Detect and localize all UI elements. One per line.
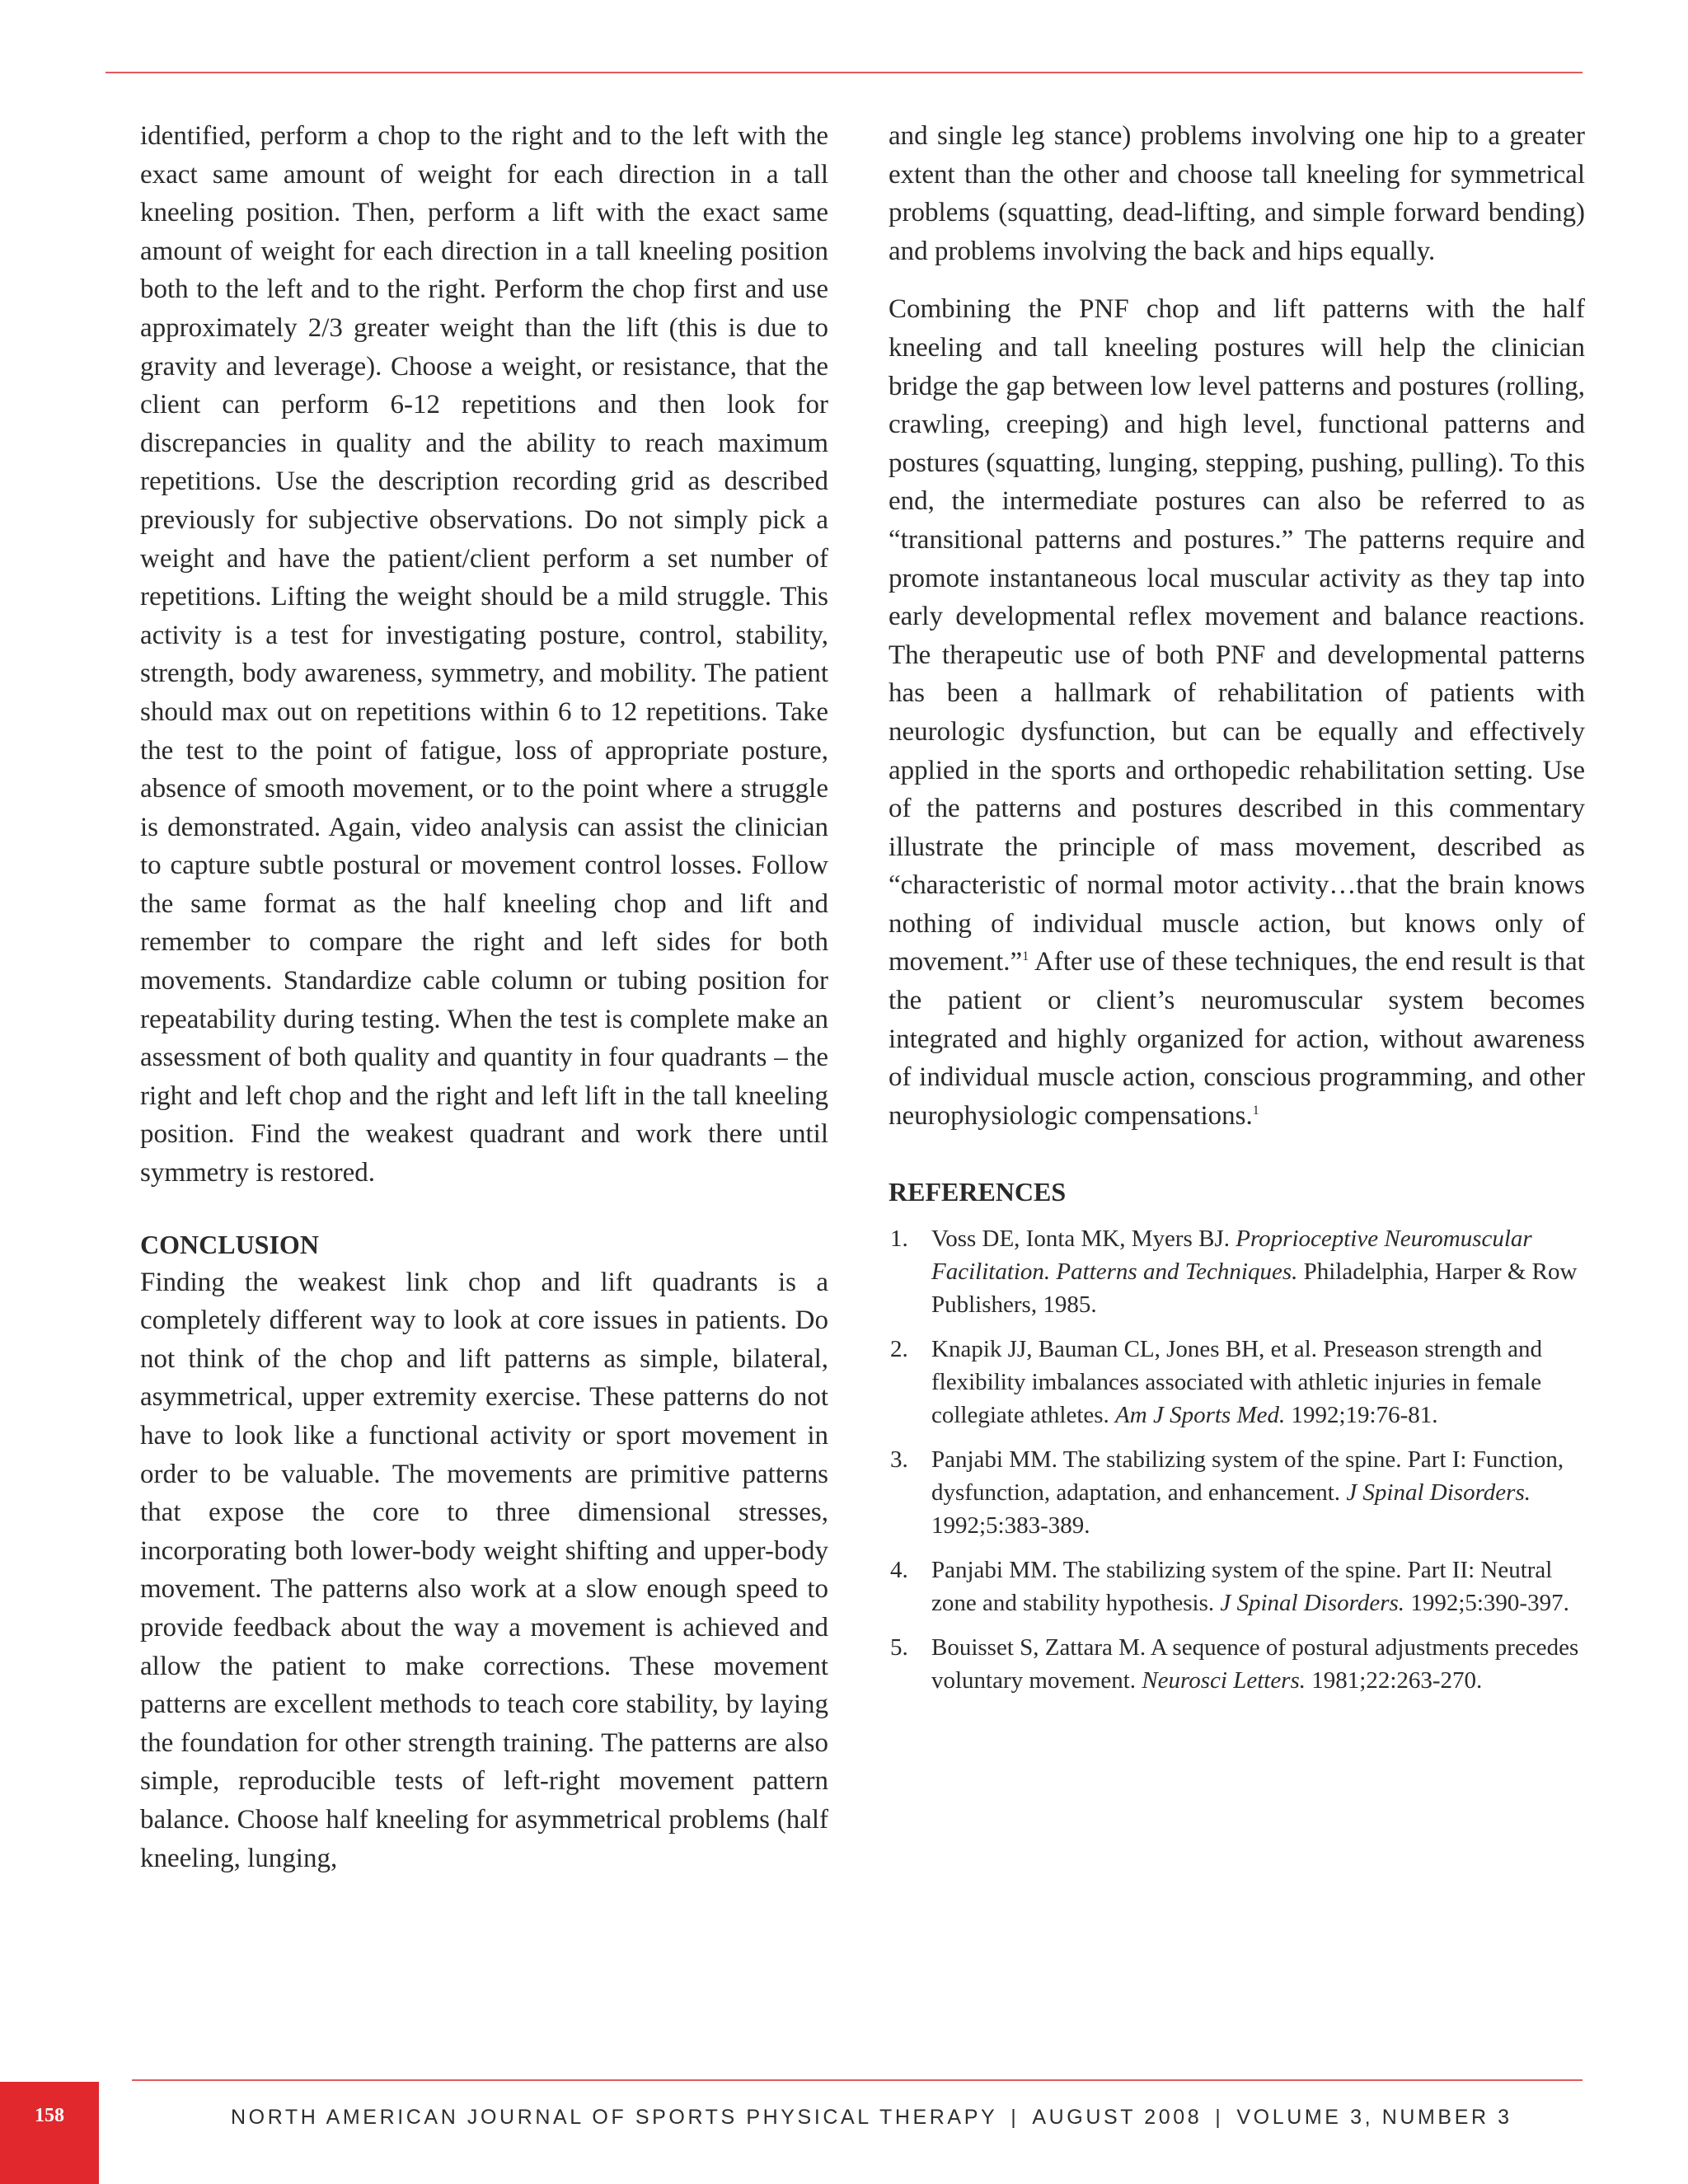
reference-item	[889, 1443, 1585, 1542]
journal-footer	[231, 2106, 1512, 2130]
reference-details: 1981;22:263-270.	[1306, 1667, 1483, 1694]
reference-item	[889, 1554, 1585, 1619]
reference-details: 1992;5:383-389.	[931, 1512, 1090, 1540]
page-number: 158	[35, 2105, 64, 2126]
citation-superscript: 1	[1022, 949, 1029, 964]
body-paragraph	[889, 290, 1585, 1135]
left-column	[140, 117, 828, 1877]
page-number-box	[0, 2082, 99, 2184]
conclusion-heading: CONCLUSION	[140, 1229, 319, 1259]
top-rule	[106, 72, 1582, 73]
reference-title: J Spinal Disorders.	[1346, 1479, 1531, 1507]
reference-authors: Panjabi MM. The stabilizing system of the spine. Part II: Neutral zone and stability hypothesis.	[931, 1557, 1553, 1617]
footer-separator: |	[1215, 2106, 1224, 2129]
right-column	[889, 117, 1585, 1708]
reference-authors: Voss DE, Ionta MK, Myers BJ.	[931, 1226, 1236, 1253]
reference-authors: Panjabi MM. The stabilizing system of the spine. Part I: Function, dysfunction, adaptation, and enhancement.	[931, 1446, 1564, 1507]
body-paragraph: and single leg stance) problems involving one hip to a greater extent than the other and choose tall kneeling for symmetrical problems (squatting, dead-lifting, and simple forward bending) and problems involving the back and hips equally.	[889, 121, 1585, 266]
body-text: After use of these techniques, the end result is that the patient or client’s neuromuscular system becomes integrated and highly organized for action, without awareness of individual muscle action, conscious programming, and other neurophysiologic compensations.	[889, 947, 1585, 1131]
reference-number: 3.	[890, 1446, 908, 1474]
issue-date: AUGUST 2008	[1032, 2106, 1203, 2129]
reference-details: Philadelphia, Harper & Row Publishers, 1985.	[931, 1258, 1578, 1319]
reference-details: 1992;5:390-397.	[1404, 1590, 1569, 1617]
footer-separator: |	[1010, 2106, 1020, 2129]
conclusion-paragraph: Finding the weakest link chop and lift quadrants is a completely different way to look at core issues in patients. Do not think of the chop and lift patterns as simple, bilateral, asymmetrical, upper extremity exercise. These patterns do not have to look like a functional activity or sport movement in order to be valuable. The movements are primitive patterns that expose the core to three dimensional stresses, incorporating both lower-body weight shifting and upper-body movement. The patterns also work at a slow enough speed to provide feedback about the way a movement is achieved and allow the patient to make corrections. These movement patterns are excellent methods to teach core stability, by laying the foundation for other strength training. The patterns are also simple, reproducible tests of left-right movement pattern balance. Choose half kneeling for asymmetrical problems (half kneeling, lunging,	[140, 1267, 828, 1873]
reference-number: 4.	[890, 1557, 908, 1584]
bottom-rule	[132, 2079, 1582, 2081]
reference-item	[889, 1222, 1585, 1321]
reference-item	[889, 1333, 1585, 1432]
reference-title: J Spinal Disorders.	[1220, 1590, 1405, 1617]
citation-superscript: 1	[1252, 1103, 1259, 1118]
volume-number: VOLUME 3, NUMBER 3	[1236, 2106, 1512, 2129]
body-paragraph: identified, perform a chop to the right and to the left with the exact same amount of weight for each direction in a tall kneeling position. Then, perform a lift with the exact same amount of weight for each direction in a tall kneeling position both to the left and to the right. Perform the chop first and use approximately 2/3 greater weight than the lift (this is due to gravity and leverage). Choose a weight, or resistance, that the client can perform 6-12 repetitions and then look for discrepancies in quality and the ability to reach maximum repetitions. Use the description recording grid as described previously for subjective observations. Do not simply pick a weight and have the patient/client perform a set number of repetitions. Lifting the weight should be a mild struggle. This activity is a test for investigating posture, control, stability, strength, body awareness, symmetry, and mobility. The patient should max out on repetitions within 6 to 12 repetitions. Take the test to the point of fatigue, loss of appropriate posture, absence of smooth movement, or to the point where a struggle is demonstrated. Again, video analysis can assist the clinician to capture subtle postural or movement control losses. Follow the same format as the half kneeling chop and lift and remember to compare the right and left sides for both movements. Standardize cable column or tubing position for repeatability during testing. When the test is complete make an assessment of both quality and quantity in four quadrants – the right and left chop and the right and left lift in the tall kneeling position. Find the weakest quadrant and work there until symmetry is restored.	[140, 121, 828, 1188]
reference-title: Am J Sports Med.	[1115, 1402, 1286, 1429]
reference-details: 1992;19:76-81.	[1285, 1402, 1438, 1429]
reference-number: 5.	[890, 1634, 908, 1661]
reference-authors: Knapik JJ, Bauman CL, Jones BH, et al. Preseason strength and flexibility imbalances associated with athletic injuries in female collegiate athletes.	[931, 1336, 1543, 1429]
references-heading: REFERENCES	[889, 1177, 1067, 1207]
reference-number: 2.	[890, 1336, 908, 1363]
reference-authors: Bouisset S, Zattara M. A sequence of postural adjustments precedes voluntary movement.	[931, 1634, 1579, 1694]
body-text: Combining the PNF chop and lift patterns with the half kneeling and tall kneeling postures will help the clinician bridge the gap between low level patterns and postures (rolling, crawling, creeping) and high level, functional patterns and postures (squatting, lunging, stepping, pushing, pulling). To this end, the intermediate postures can also be referred to as “transitional patterns and postures.” The patterns require and promote instantaneous local muscular activity as they tap into early developmental reflex movement and balance reactions. The therapeutic use of both PNF and developmental patterns has been a hallmark of rehabilitation of patients with neurologic dysfunction, but can be equally and effectively applied in the sports and orthopedic rehabilitation setting. Use of the patterns and postures described in this commentary illustrate the principle of mass movement, described as “characteristic of normal motor activity…that the brain knows nothing of individual muscle action, but knows only of movement.”	[889, 294, 1585, 977]
reference-title: Neurosci Letters.	[1142, 1667, 1306, 1694]
reference-number: 1.	[890, 1226, 908, 1253]
references-list	[889, 1222, 1585, 1697]
reference-title: Proprioceptive Neuromuscular Facilitation. Patterns and Techniques.	[931, 1226, 1532, 1286]
reference-item	[889, 1631, 1585, 1697]
journal-name: NORTH AMERICAN JOURNAL OF SPORTS PHYSICAL THERAPY	[231, 2106, 998, 2129]
